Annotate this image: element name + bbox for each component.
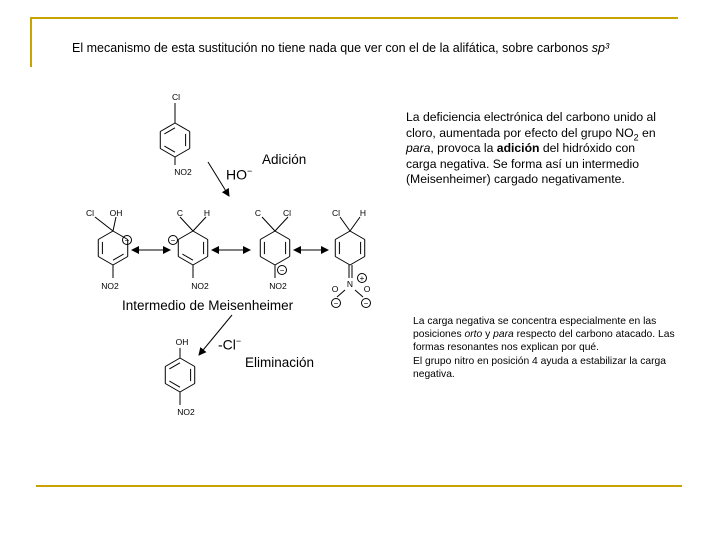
bond: [180, 217, 193, 231]
ring-bond: [165, 358, 180, 367]
ring-bond: [98, 231, 113, 240]
ring-bond: [160, 149, 175, 158]
ring-bond: [350, 257, 365, 266]
ring-bond: [260, 231, 275, 240]
atom-cl: Cl: [282, 208, 292, 218]
chloride-label: -Cl−: [218, 336, 242, 353]
atom-h: H: [359, 208, 367, 218]
ring-bond: [350, 231, 365, 240]
atom-no2: NO2: [101, 281, 119, 291]
bond: [355, 290, 363, 297]
ring-bond: [180, 358, 195, 367]
atom-o: O: [331, 284, 339, 294]
atom-o: O: [363, 284, 371, 294]
ring-bond: [193, 257, 208, 266]
elimination-label: Eliminación: [245, 355, 315, 370]
atom-n: N: [346, 279, 354, 289]
atom-c: C: [254, 208, 262, 218]
atom-no2: NO2: [177, 407, 195, 417]
ring-bond: [160, 123, 175, 132]
charge-plus-sign: +: [359, 274, 365, 283]
atom-oh: OH: [175, 337, 189, 347]
atom-cl: Cl: [171, 92, 181, 102]
ring-bond: [178, 257, 193, 266]
ring-bond: [335, 231, 350, 240]
ring-bond: [113, 257, 128, 266]
ring-bond: [175, 149, 190, 158]
charge-minus-sign: −: [363, 299, 369, 308]
ring-bond: [275, 231, 290, 240]
charge-minus-sign: −: [170, 236, 176, 245]
atom-oh: OH: [109, 208, 123, 218]
bond: [193, 217, 206, 231]
bond: [340, 217, 350, 231]
ring-bond: [180, 384, 195, 393]
atom-c: C: [176, 208, 184, 218]
addition-label: Adición: [262, 152, 307, 167]
bond: [262, 217, 275, 231]
ring-bond: [275, 257, 290, 266]
ring-bond: [175, 123, 190, 132]
charge-minus-sign: −: [333, 299, 339, 308]
ring-bond: [178, 231, 193, 240]
ring-bond: [335, 257, 350, 266]
explanation-paragraph: La deficiencia electrónica del carbono unido al cloro, aumentada por efecto del grupo $NO_2$ en para, provoca la adición del hidróxido con carga negativa. Se forma así un intermedio (Meisenheimer) cargado negativamente.: [406, 110, 657, 187]
slide-title: El mecanismo de esta sustitución no tiene nada que ver con el de la alifática, sobre carbonos sp³: [72, 41, 610, 55]
charge-minus-sign: −: [279, 266, 285, 275]
atom-h: H: [203, 208, 211, 218]
bond: [113, 217, 116, 231]
ring-bond: [98, 257, 113, 266]
charge-minus-sign: −: [124, 236, 130, 245]
atom-cl: Cl: [331, 208, 341, 218]
bond: [350, 217, 360, 231]
meisenheimer-label: Intermedio de Meisenheimer: [122, 298, 294, 313]
ring-bond: [260, 257, 275, 266]
charge-note-paragraph: La carga negativa se concentra especialmente en las posiciones orto y para respecto del carbono atacado. Las formas resonantes nos explican por qué. El grupo nitro en posición 4 ayuda a estabilizar la carga negativa.: [413, 316, 675, 380]
bond: [275, 217, 288, 231]
ring-bond: [165, 384, 180, 393]
atom-cl: Cl: [85, 208, 95, 218]
atom-no2: NO2: [174, 167, 192, 177]
ring-bond: [193, 231, 208, 240]
bond: [95, 217, 113, 231]
atom-no2: NO2: [269, 281, 287, 291]
atom-no2: NO2: [191, 281, 209, 291]
hydroxide-label: HO−: [226, 166, 253, 183]
